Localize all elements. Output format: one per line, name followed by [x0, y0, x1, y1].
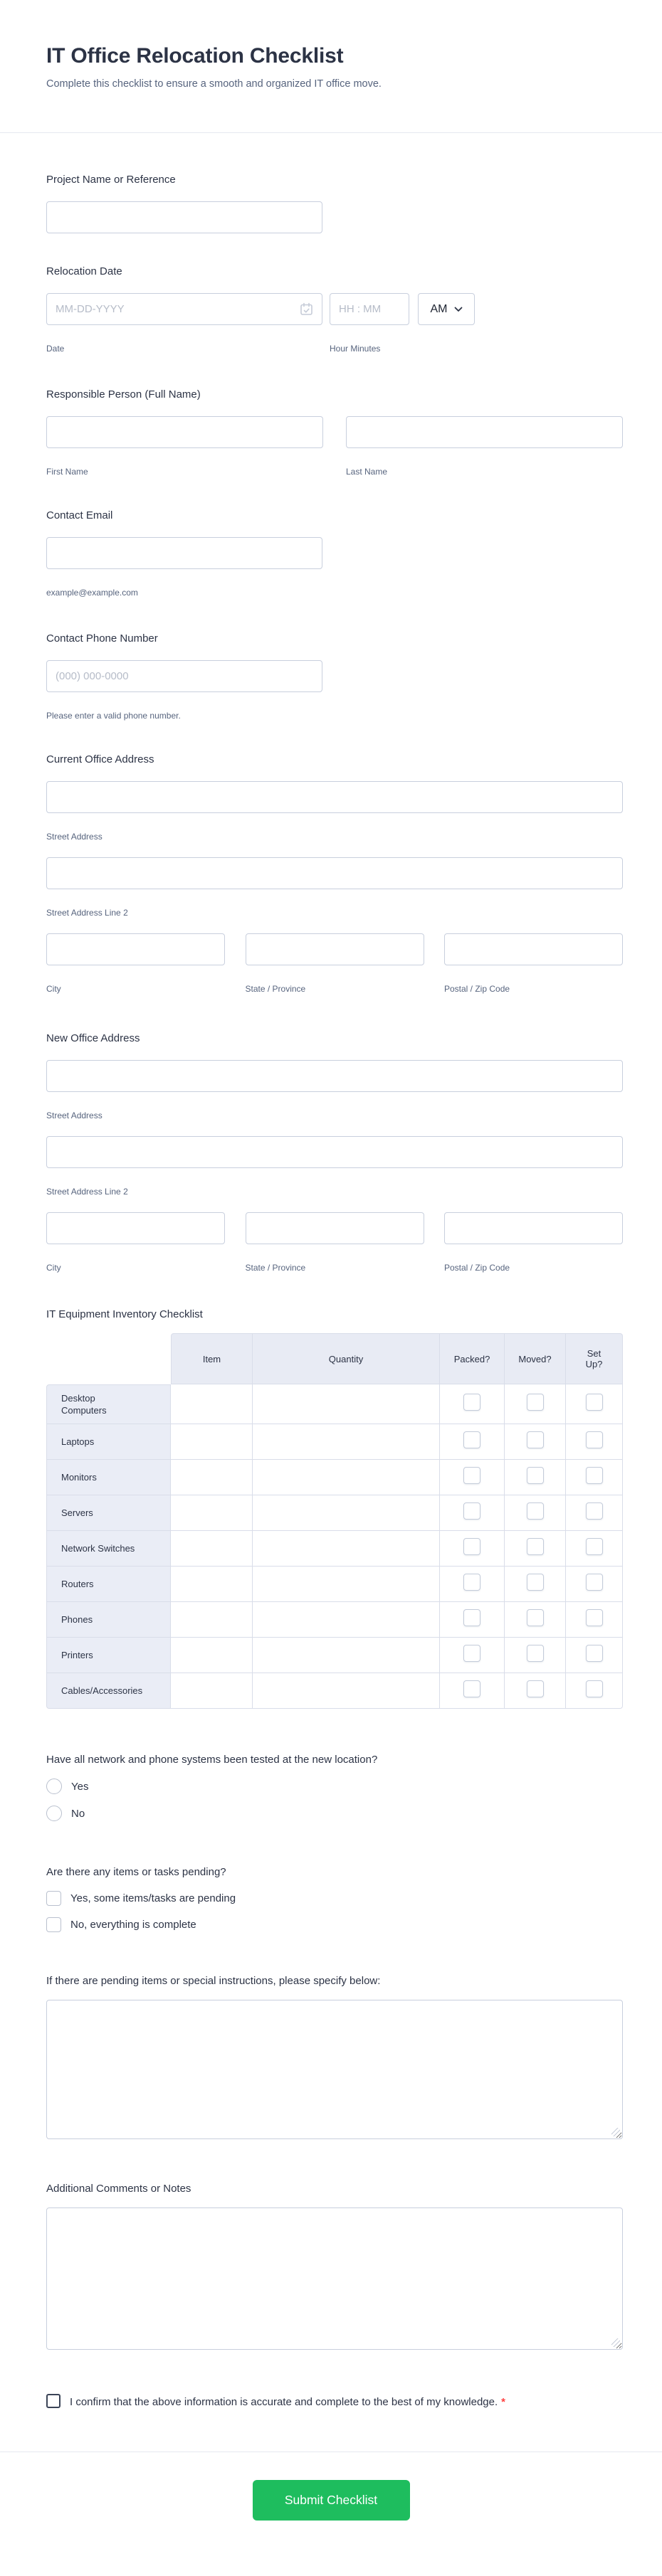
moved-checkbox-cell [505, 1602, 566, 1638]
setup-checkbox-cell [566, 1460, 623, 1495]
row-label-routers: Routers [46, 1567, 171, 1602]
spacer [46, 994, 623, 1032]
submit-area [0, 2480, 662, 2521]
new-zip-wrap [444, 1212, 623, 1273]
current-city-sublabel: City [46, 984, 61, 994]
moved-checkbox-cell [505, 1638, 566, 1673]
packed-checkbox[interactable] [463, 1609, 480, 1626]
current-street-row [46, 781, 623, 842]
new-state-wrap [246, 1212, 424, 1273]
no-radio-label: No [71, 1807, 85, 1820]
new-city-sublabel: City [46, 1263, 61, 1273]
quantity-input-cell[interactable] [253, 1673, 440, 1709]
moved-checkbox[interactable] [527, 1609, 544, 1626]
moved-checkbox-cell [505, 1673, 566, 1709]
packed-checkbox[interactable] [463, 1574, 480, 1591]
confirm-checkbox[interactable] [46, 2394, 61, 2408]
pending-no-label: No, everything is complete [70, 1919, 196, 1931]
relocation-date-label: Relocation Date [46, 265, 122, 277]
packed-checkbox[interactable] [463, 1645, 480, 1662]
project-name-controls [46, 201, 623, 233]
last-name-wrap [346, 416, 623, 477]
date-input[interactable] [46, 293, 322, 325]
current-state-sublabel: State / Province [245, 984, 306, 994]
pending-label: Are there any items or tasks pending? [46, 1866, 226, 1878]
current-street2-input[interactable] [46, 857, 623, 889]
packed-checkbox[interactable] [463, 1467, 480, 1484]
field-relocation-date [46, 265, 623, 354]
row-label-laptops: Laptops [46, 1424, 171, 1460]
column-header-item: Item [171, 1333, 253, 1384]
setup-checkbox-cell [566, 1495, 623, 1531]
contact-email-controls [46, 537, 623, 598]
packed-checkbox[interactable] [463, 1431, 480, 1448]
setup-checkbox-cell [566, 1424, 623, 1460]
quantity-input-cell[interactable] [253, 1602, 440, 1638]
new-address-label: New Office Address [46, 1032, 140, 1044]
row-label-desktop-computers: Desktop Computers [46, 1384, 171, 1424]
setup-checkbox[interactable] [586, 1574, 603, 1591]
setup-checkbox[interactable] [586, 1431, 603, 1448]
new-state-input[interactable] [246, 1212, 424, 1244]
option-pending-yes[interactable] [46, 1891, 623, 1906]
setup-checkbox-cell [566, 1567, 623, 1602]
moved-checkbox[interactable] [527, 1680, 544, 1697]
current-state-input[interactable] [246, 933, 424, 965]
quantity-input-cell[interactable] [253, 1460, 440, 1495]
new-city-wrap [46, 1212, 225, 1273]
chevron-down-icon [454, 307, 463, 312]
confirm-text: I confirm that the above information is accurate and complete to the best of my knowledge. [70, 2396, 498, 2408]
header-divider [0, 132, 662, 133]
field-contact-phone [46, 632, 623, 721]
inventory-header-row [46, 1333, 623, 1384]
new-city-input[interactable] [46, 1212, 225, 1244]
packed-checkbox[interactable] [463, 1394, 480, 1411]
form-title: IT Office Relocation Checklist [46, 44, 344, 68]
corner-cell [46, 1333, 171, 1384]
column-header-quantity: Quantity [253, 1333, 440, 1384]
contact-phone-label: Contact Phone Number [46, 632, 158, 645]
row-label-cables-accessories: Cables/Accessories [46, 1673, 171, 1709]
current-street-wrap [46, 781, 623, 842]
spacer [46, 1709, 623, 1753]
new-street-row [46, 1060, 623, 1120]
item-input-cell[interactable] [171, 1460, 253, 1495]
column-header-packed: Packed? [440, 1333, 505, 1384]
field-pending-details [46, 1974, 623, 2139]
field-project-name [46, 173, 623, 233]
field-pending [46, 1865, 623, 1932]
last-name-sublabel: Last Name [346, 467, 388, 477]
phone-input[interactable] [46, 660, 322, 692]
quantity-input-cell[interactable] [253, 1531, 440, 1567]
yes-radio[interactable] [46, 1779, 62, 1794]
current-street-sublabel: Street Address [46, 832, 103, 842]
field-contact-email [46, 509, 623, 598]
setup-checkbox[interactable] [586, 1467, 603, 1484]
packed-checkbox[interactable] [463, 1538, 480, 1555]
yes-radio-label: Yes [71, 1780, 89, 1793]
moved-checkbox[interactable] [527, 1467, 544, 1484]
contact-phone-controls [46, 660, 623, 721]
packed-checkbox[interactable] [463, 1680, 480, 1697]
network-tested-options [46, 1779, 623, 1821]
new-street-sublabel: Street Address [46, 1111, 103, 1120]
setup-checkbox[interactable] [586, 1394, 603, 1411]
field-network-tested [46, 1753, 623, 1821]
packed-checkbox-cell [440, 1638, 505, 1673]
pending-no-checkbox[interactable] [46, 1917, 61, 1932]
inventory-row [46, 1495, 623, 1531]
row-label-servers: Servers [46, 1495, 171, 1531]
current-state-wrap [246, 933, 424, 994]
current-zip-wrap [444, 933, 623, 994]
item-input-cell[interactable] [171, 1495, 253, 1531]
quantity-input-cell[interactable] [253, 1638, 440, 1673]
moved-checkbox-cell [505, 1531, 566, 1567]
item-input-cell[interactable] [171, 1424, 253, 1460]
pending-details-textarea[interactable] [46, 2000, 623, 2139]
row-label-printers: Printers [46, 1638, 171, 1673]
setup-checkbox-cell [566, 1638, 623, 1673]
moved-checkbox[interactable] [527, 1502, 544, 1520]
row-label-monitors: Monitors [46, 1460, 171, 1495]
spacer [46, 1932, 623, 1974]
packed-checkbox-cell [440, 1424, 505, 1460]
column-header-moved: Moved? [505, 1333, 566, 1384]
quantity-input-cell[interactable] [253, 1424, 440, 1460]
spacer [46, 1821, 623, 1865]
current-zip-input[interactable] [444, 933, 623, 965]
option-yes[interactable] [46, 1779, 623, 1794]
setup-checkbox-cell [566, 1602, 623, 1638]
packed-checkbox-cell [440, 1384, 505, 1424]
new-state-sublabel: State / Province [245, 1263, 306, 1273]
email-sublabel: example@example.com [46, 588, 138, 598]
new-zip-sublabel: Postal / Zip Code [444, 1263, 510, 1273]
inventory-row [46, 1384, 623, 1424]
packed-checkbox-cell [440, 1602, 505, 1638]
field-inventory-table [46, 1308, 623, 1709]
confirm-row[interactable] [46, 2392, 545, 2412]
setup-checkbox-cell [566, 1673, 623, 1709]
item-input-cell[interactable] [171, 1531, 253, 1567]
no-radio[interactable] [46, 1806, 62, 1821]
field-responsible-person [46, 388, 623, 477]
project-name-input[interactable] [46, 201, 322, 233]
inventory-row [46, 1602, 623, 1638]
time-input-wrap [330, 293, 409, 354]
moved-checkbox[interactable] [527, 1538, 544, 1555]
spacer [46, 721, 623, 753]
row-label-phones: Phones [46, 1602, 171, 1638]
field-comments [46, 2182, 623, 2350]
new-street2-sublabel: Street Address Line 2 [46, 1187, 128, 1197]
current-address-label: Current Office Address [46, 753, 154, 765]
current-city-wrap [46, 933, 225, 994]
setup-checkbox[interactable] [586, 1502, 603, 1520]
comments-label: Additional Comments or Notes [46, 2183, 191, 2195]
submit-button[interactable]: Submit Checklist [253, 2480, 410, 2521]
form-body [46, 173, 623, 2412]
option-pending-no[interactable] [46, 1917, 623, 1932]
new-city-row [46, 1212, 623, 1273]
inventory-table [46, 1333, 623, 1709]
relocation-date-controls [46, 293, 623, 354]
spacer [46, 233, 623, 265]
time-input[interactable] [330, 293, 409, 325]
pending-details-label: If there are pending items or special instructions, please specify below: [46, 1975, 381, 1987]
item-input-cell[interactable] [171, 1384, 253, 1424]
inventory-label: IT Equipment Inventory Checklist [46, 1308, 203, 1320]
phone-wrap [46, 660, 322, 721]
moved-checkbox-cell [505, 1495, 566, 1531]
pending-yes-label: Yes, some items/tasks are pending [70, 1892, 236, 1904]
packed-checkbox-cell [440, 1531, 505, 1567]
setup-checkbox[interactable] [586, 1538, 603, 1555]
moved-checkbox-cell [505, 1384, 566, 1424]
spacer [0, 2521, 662, 2558]
first-name-input[interactable] [46, 416, 323, 448]
moved-checkbox-cell [505, 1567, 566, 1602]
setup-checkbox-cell [566, 1384, 623, 1424]
moved-checkbox-cell [505, 1424, 566, 1460]
first-name-wrap [46, 416, 323, 477]
inventory-row [46, 1673, 623, 1709]
phone-sublabel: Please enter a valid phone number. [46, 711, 181, 721]
packed-checkbox-cell [440, 1495, 505, 1531]
new-street2-input[interactable] [46, 1136, 623, 1168]
current-city-row [46, 933, 623, 994]
quantity-input-cell[interactable] [253, 1384, 440, 1424]
new-street-input[interactable] [46, 1060, 623, 1092]
inventory-table-body [46, 1384, 623, 1709]
contact-email-label: Contact Email [46, 509, 113, 521]
moved-checkbox[interactable] [527, 1645, 544, 1662]
new-street2-row [46, 1136, 623, 1197]
ampm-value: AM [430, 302, 448, 315]
inventory-row [46, 1424, 623, 1460]
date-input-wrap [46, 293, 322, 354]
inventory-row [46, 1460, 623, 1495]
setup-checkbox[interactable] [586, 1680, 603, 1697]
item-input-cell[interactable] [171, 1673, 253, 1709]
packed-checkbox-cell [440, 1567, 505, 1602]
column-header-setup: Set Up? [566, 1333, 623, 1384]
moved-checkbox-cell [505, 1460, 566, 1495]
spacer [46, 598, 623, 632]
setup-checkbox[interactable] [586, 1645, 603, 1662]
calendar-icon[interactable] [299, 302, 314, 317]
current-city-input[interactable] [46, 933, 225, 965]
date-sublabel: Date [46, 344, 65, 354]
new-street2-wrap [46, 1136, 623, 1197]
setup-checkbox[interactable] [586, 1609, 603, 1626]
new-zip-input[interactable] [444, 1212, 623, 1244]
moved-checkbox[interactable] [527, 1574, 544, 1591]
packed-checkbox-cell [440, 1673, 505, 1709]
spacer [46, 1273, 623, 1308]
form-subtitle: Complete this checklist to ensure a smooth and organized IT office move. [46, 78, 382, 90]
responsible-person-label: Responsible Person (Full Name) [46, 388, 201, 401]
packed-checkbox-cell [440, 1460, 505, 1495]
item-input-cell[interactable] [171, 1602, 253, 1638]
form-header [46, 43, 623, 91]
current-street-input[interactable] [46, 781, 623, 813]
network-tested-label: Have all network and phone systems been tested at the new location? [46, 1754, 378, 1766]
comments-textarea[interactable] [46, 2207, 623, 2350]
current-street2-row [46, 857, 623, 918]
first-name-sublabel: First Name [46, 467, 88, 477]
inventory-row [46, 1567, 623, 1602]
item-input-cell[interactable] [171, 1567, 253, 1602]
row-label-network-switches: Network Switches [46, 1531, 171, 1567]
moved-checkbox[interactable] [527, 1431, 544, 1448]
current-zip-sublabel: Postal / Zip Code [444, 984, 510, 994]
field-current-address [46, 753, 623, 994]
pending-yes-checkbox[interactable] [46, 1891, 61, 1906]
ampm-wrap [418, 293, 475, 325]
quantity-input-cell[interactable] [253, 1495, 440, 1531]
new-street-wrap [46, 1060, 623, 1120]
current-street2-sublabel: Street Address Line 2 [46, 908, 128, 918]
required-asterisk: * [501, 2396, 506, 2408]
inventory-row [46, 1638, 623, 1673]
option-no[interactable] [46, 1806, 623, 1821]
responsible-person-controls [46, 416, 623, 477]
ampm-select[interactable] [418, 293, 475, 325]
packed-checkbox[interactable] [463, 1502, 480, 1520]
spacer [46, 477, 623, 509]
time-sublabel: Hour Minutes [330, 344, 381, 354]
inventory-table-head [46, 1333, 623, 1384]
inventory-row [46, 1531, 623, 1567]
project-name-label: Project Name or Reference [46, 174, 176, 186]
current-street2-wrap [46, 857, 623, 918]
moved-checkbox[interactable] [527, 1394, 544, 1411]
spacer [46, 2139, 623, 2182]
pending-options [46, 1891, 623, 1932]
last-name-input[interactable] [346, 416, 623, 448]
field-new-address [46, 1032, 623, 1273]
setup-checkbox-cell [566, 1531, 623, 1567]
email-input[interactable] [46, 537, 322, 569]
spacer [46, 354, 623, 388]
field-confirm [46, 2392, 623, 2412]
spacer [46, 2350, 623, 2392]
item-input-cell[interactable] [171, 1638, 253, 1673]
email-wrap [46, 537, 322, 598]
quantity-input-cell[interactable] [253, 1567, 440, 1602]
